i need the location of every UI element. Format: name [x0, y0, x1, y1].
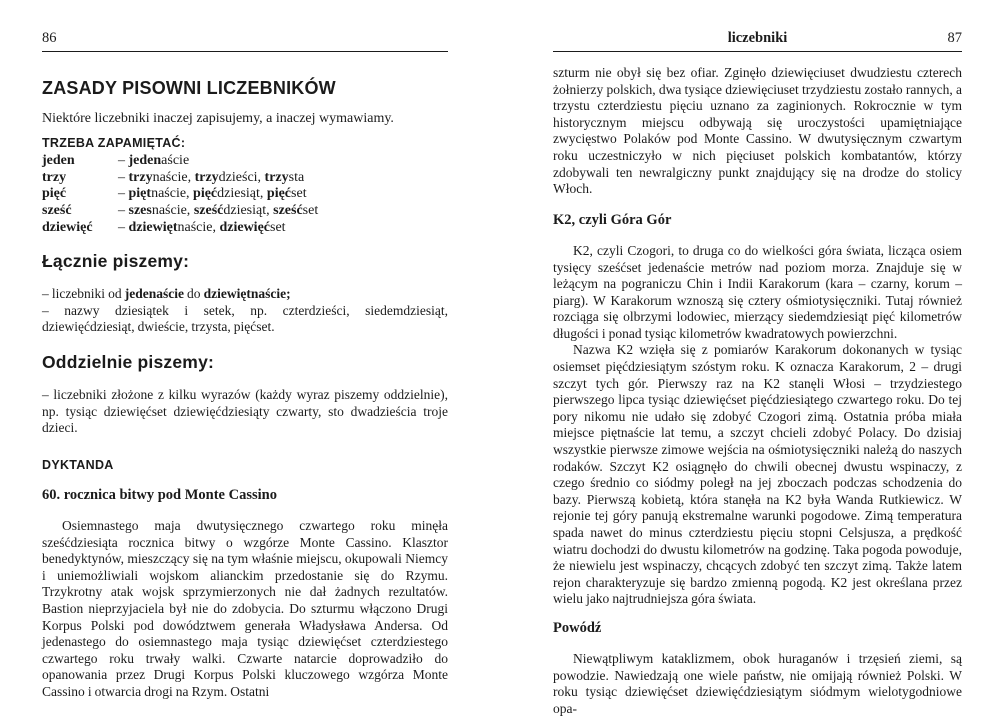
remember-label: TRZEBA ZAPAMIĘTAĆ:	[42, 136, 186, 151]
remember-row	[42, 203, 448, 220]
numeral-term: dziewięć	[42, 219, 93, 235]
joined-spelling-heading: Łącznie piszemy:	[42, 251, 190, 272]
remember-row	[42, 220, 448, 237]
numeral-forms: – trzynaście, trzydzieści, trzysta	[118, 169, 305, 185]
intro-sentence: Niektóre liczebniki inaczej zapisujemy, a inaczej wymawiamy.	[42, 111, 394, 127]
page-right	[553, 0, 962, 718]
remember-row	[42, 186, 448, 203]
dictation-title: 60. rocznica bitwy pod Monte Cassino	[42, 486, 277, 503]
numeral-forms: – szesnaście, sześćdziesiąt, sześćset	[118, 202, 319, 218]
numeral-term: trzy	[42, 169, 67, 185]
rule-item: – liczebniki złożone z kilku wyrazów (każdy wyraz piszemy oddzielnie), np. tysiąc dziewięćset dziewięćdziesiąty czwarty, sto dwadzieścia troje dzieci.	[42, 387, 448, 436]
right-running-header	[553, 0, 962, 52]
right-page-number: 87	[947, 30, 962, 46]
k2-dictation-title: K2, czyli Góra Gór	[553, 211, 672, 228]
flood-dictation-title: Powódź	[553, 619, 602, 636]
dictations-section-label: DYKTANDA	[42, 457, 114, 472]
numeral-forms: – jedenaście	[118, 153, 190, 169]
k2-paragraph-2: Nazwa K2 wzięła się z pomiarów Karakorum dokonanych w tysiąc osiemset pięćdziesiątym szóstym roku. K oznacza Karakorum, 2 – drugi szczyt tych gór. Pierwszy raz na K2 stanęli Włosi – trzydziestego pierwszego lipca tysiąc dziewięćset pięćdziesiątego czwartego roku. Do tej pory nikomu nie udało się zdobyć Czogori zimą. Ostatnia próba miała miejsce piętnaście lat temu, a szczyt chcieli zdobyć Polacy. Do dzisiaj wszystkie pierwsze zimowe wejścia na ośmiotysięczniki należą do naszych rodaków. Szczyt K2 osiągnęło do chwili obecnej dwustu wspinaczy, z czego średnio co siódmy poległ na jej zboczach podczas schodzenia do bazy. Pierwszą kobietą, która stanęła na K2 była Wanda Rutkiewicz. W rejonie tej góry panują ekstremalne warunki pogodowe. Zimą temperatura spada nawet do minus czterdziestu pięciu stopni Celsjusza, a prędkość wiatru dochodzi do dwustu kilometrów na godzinę. Taka pogoda powoduje, że niewielu jest wspinaczy, chcących zdobyć ten szczyt zimą. Także latem rejon charakteryzuje się bardzo zmienną pogodą. K2 jest określana przez wielu jako najtrudniejsza góra świata.	[553, 342, 962, 607]
running-title: liczebniki	[727, 30, 788, 46]
numeral-term: jeden	[42, 153, 75, 169]
flood-paragraph: Niewątpliwym kataklizmem, obok huraganów i trzęsień ziemi, są powodzie. Nawiedzają one wiele państw, nie omijają również Polski. W roku tysiąc dziewięćset dziewięćdziesiątym siódmym wielotygodniowe opa-	[553, 651, 962, 716]
remember-row	[42, 170, 448, 187]
rule-item: – nazwy dziesiątek i setek, np. czterdzieści, siedemdziesiąt, dziewięćdziesiąt, dwieście, trzysta, pięćset.	[42, 302, 448, 335]
numeral-term: sześć	[42, 202, 72, 218]
chapter-title: ZASADY PISOWNI LICZEBNIKÓW	[42, 78, 336, 98]
left-running-header	[42, 0, 448, 52]
k2-paragraph-1: K2, czyli Czogori, to druga co do wielkości góra świata, licząca osiem tysięcy sześćset jedenaście metrów nad poziom morza. Znajduje się w leżącym na pograniczu Chin i Indii Karakorum (kara – czarny, korum – piarg). W Karakorum wznoszą się cztery ośmiotysięczniki. Tutaj również rozciąga się olbrzymi lodowiec, mierzący siedemdziesiąt pięć kilometrów długości i ponad tysiąc kilometrów kwadratowych powierzchni.	[553, 242, 962, 341]
numeral-forms: – piętnaście, pięćdziesiąt, pięćset	[118, 186, 307, 202]
dictation-continuation-paragraph: szturm nie obył się bez ofiar. Zginęło dziewięciuset dwudziestu czterech żołnierzy polskich, dwa tysiące dziewięciuset trzydziestu zostało rannych, a trzystu czterdziestu pięciu uznano za zaginionych. Rokrocznie w tym historycznym miejscu odbywają się uroczystości upamiętniające zwycięstwo Polaków pod Monte Cassino. W dwutysięcznym czwartym roku uczestniczyło w nich pięciuset polskich kombatantów, którzy zdobywali ten newralgiczny punkt znajdujący się na drodze do stolicy Włoch.	[553, 65, 962, 197]
remember-list	[42, 153, 448, 236]
page-left	[42, 0, 448, 701]
dictation-paragraph: Osiemnastego maja dwutysięcznego czwartego roku minęła sześćdziesiąta rocznica bitwy o wzgórze Monte Cassino. Klasztor benedyktynów, mieszczący się na tym właśnie miejscu, okupowali Niemcy i uniemożliwiali wojskom alianckim przedostanie się do Rzymu. Trzykrotny atak wojsk sprzymierzonych nie dał żadnych rezultatów. Bastion nieprzyjaciela był nie do zdobycia. Do szturmu włączono Drugi Korpus Polski pod dowództwem generała Władysława Andersa. Od jedenastego do osiemnastego maja tysiąc dziewięćset czterdziestego czwartego roku trwały walki. Czwarte natarcie doprowadziło do opanowania przez Drugi Korpus Polski kluczowego wzgórza Monte Cassino i otwarcia drogi na Rzym. Ostatni	[42, 518, 448, 700]
numeral-forms: – dziewiętnaście, dziewięćset	[118, 219, 286, 235]
joined-spelling-rules	[42, 286, 448, 336]
separate-spelling-heading: Oddzielnie piszemy:	[42, 352, 215, 373]
rule-item: – liczebniki od jedenaście do dziewiętnaście;	[42, 286, 291, 302]
left-page-number: 86	[42, 30, 57, 46]
separate-spelling-rules	[42, 387, 448, 437]
numeral-term: pięć	[42, 186, 67, 202]
remember-row	[42, 153, 448, 170]
